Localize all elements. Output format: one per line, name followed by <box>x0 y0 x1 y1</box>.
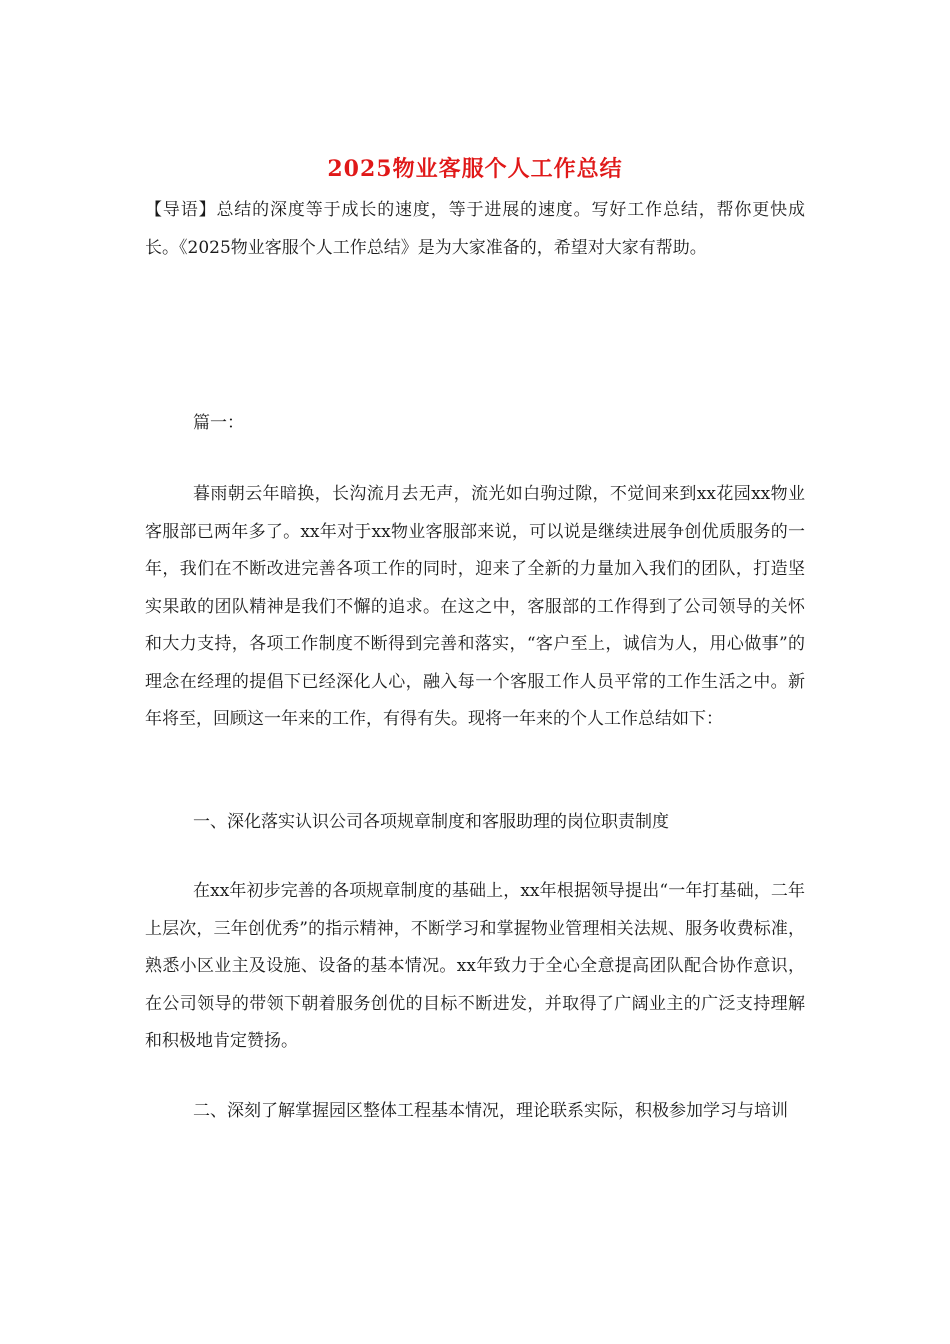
intro-paragraph: 【导语】总结的深度等于成长的速度，等于进展的速度。写好工作总结，帮你更快成长。《2025物业客服个人工作总结》是为大家准备的，希望对大家有帮助。 <box>145 200 805 258</box>
section-heading-1: 一、深化落实认识公司各项规章制度和客服助理的岗位职责制度 <box>193 812 669 832</box>
document-title: 2025物业客服个人工作总结 <box>327 156 623 182</box>
section-heading-2: 二、深刻了解掌握园区整体工程基本情况，理论联系实际，积极参加学习与培训 <box>193 1101 788 1121</box>
section-label: 篇一： <box>193 413 244 433</box>
body-paragraph-2: 在xx年初步完善的各项规章制度的基础上，xx年根据领导提出“一年打基础，二年上层次，三年创优秀”的指示精神，不断学习和掌握物业管理相关法规、服务收费标准，熟悉小区业主及设施、设备的基本情况。xx年致力于全心全意提高团队配合协作意识，在公司领导的带领下朝着服务创优的目标不断进发，并取得了广阔业主的广泛支持理解和积极地肯定赞扬。 <box>145 881 805 1051</box>
body-paragraph-1: 暮雨朝云年暗换，长沟流月去无声，流光如白驹过隙，不觉间来到xx花园xx物业客服部已两年多了。xx年对于xx物业客服部来说，可以说是继续进展争创优质服务的一年，我们在不断改进完善各项工作的同时，迎来了全新的力量加入我们的团队，打造坚实果敢的团队精神是我们不懈的追求。在这之中，客服部的工作得到了公司领导的关怀和大力支持，各项工作制度不断得到完善和落实，“客户至上，诚信为人，用心做事”的理念在经理的提倡下已经深化人心，融入每一个客服工作人员平常的工作生活之中。新年将至，回顾这一年来的工作，有得有失。现将一年来的个人工作总结如下： <box>145 484 805 729</box>
